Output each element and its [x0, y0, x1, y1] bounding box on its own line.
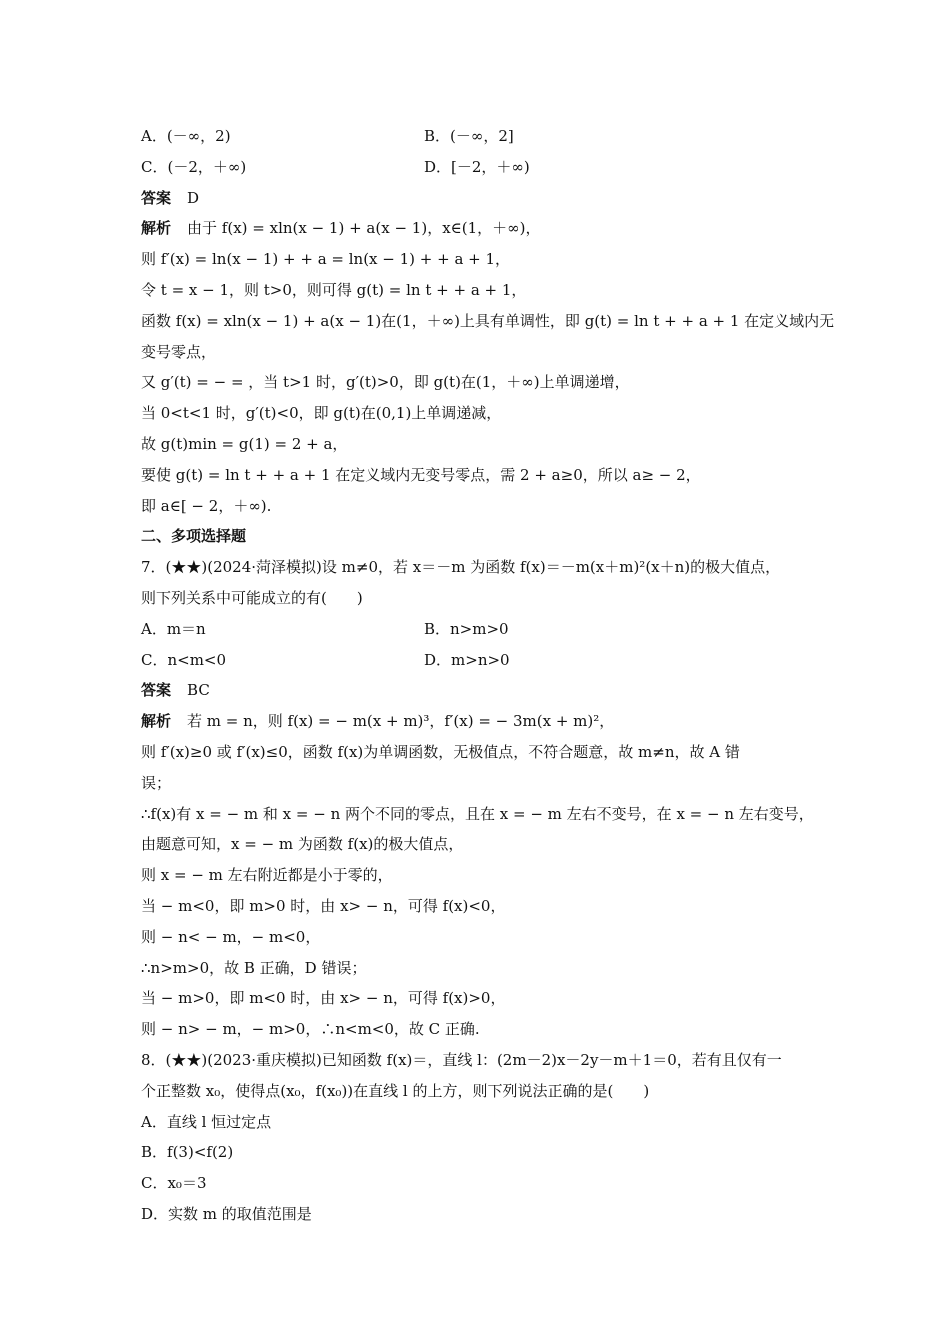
q7-answer-label: 答案	[141, 681, 172, 700]
q8-stem: 8．(★★)(2023·重庆模拟)已知函数 f(x)＝，直线 l：(2m－2)x－2y－m＋1＝0，若有且仅有一	[141, 1050, 782, 1069]
q7-solution-line: 由题意可知，x = − m 为函数 f(x)的极大值点，	[141, 835, 464, 854]
q6-solution-line: 则 f′(x) = ln(x − 1) + + a = ln(x − 1) + + a + 1，	[141, 250, 511, 269]
q7-solution-line: 则 f′(x)≥0 或 f′(x)≤0，函数 f(x)为单调函数，无极值点，不符合题意，故 m≠n，故 A 错	[141, 742, 740, 761]
q7-stem: 则下列关系中可能成立的有( )	[141, 588, 363, 607]
q6-solution-line: 令 t = x − 1，则 t>0，则可得 g(t) = ln t + + a + 1，	[141, 280, 527, 299]
q7-options-row-2	[141, 645, 811, 676]
q7-solution-label: 解析	[141, 712, 172, 731]
solution-text: 由于 f(x) = xln(x − 1) + a(x − 1)，x∈(1，＋∞)，	[187, 219, 541, 238]
q8-option-d: D．实数 m 的取值范围是	[141, 1204, 312, 1223]
q6-solution-line	[141, 213, 811, 244]
q6-solution-line: 要使 g(t) = ln t + + a + 1 在定义域内无变号零点，需 2 + a≥0，所以 a≥ − 2，	[141, 465, 701, 484]
q8-stem: 个正整数 x₀，使得点(x₀，f(x₀))在直线 l 的上方，则下列说法正确的是( )	[141, 1081, 650, 1100]
q7-solution-line: 当 − m<0，即 m>0 时，由 x> − n，可得 f(x)<0，	[141, 896, 506, 915]
q6-option-d: D．[－2，＋∞)	[424, 157, 530, 176]
q6-solution-line: 变号零点，	[141, 342, 217, 361]
q6-solution-line: 故 g(t)min = g(1) = 2 + a，	[141, 434, 348, 453]
q8-option-c: C．x₀＝3	[141, 1174, 207, 1193]
q6-solution-line: 即 a∈[ − 2，＋∞).	[141, 496, 272, 515]
q6-option-b: B．(－∞，2]	[424, 127, 514, 145]
q6-solution-label: 解析	[141, 219, 172, 238]
q7-solution-line	[141, 706, 811, 737]
q6-answer-label: 答案	[141, 188, 172, 207]
q7-option-a: A．m＝n	[141, 619, 206, 638]
q7-solution-line: ∴n>m>0，故 B 正确，D 错误；	[141, 958, 367, 977]
q8-option-b: B．f(3)<f(2)	[141, 1143, 234, 1162]
q6-answer-value: D	[187, 188, 200, 207]
q6-answer	[141, 183, 811, 214]
q7-solution-line: 则 − n< − m，− m<0，	[141, 927, 321, 946]
q7-solution-line: 则 x = − m 左右附近都是小于零的，	[141, 866, 393, 885]
document-page	[141, 121, 835, 1230]
q7-stem: 7．(★★)(2024·菏泽模拟)设 m≠0，若 x＝－m 为函数 f(x)＝－m(x＋m)²(x＋n)的极大值点，	[141, 558, 781, 577]
q7-solution-line: 误；	[141, 773, 172, 792]
q7-option-b: B．n>m>0	[424, 619, 509, 638]
q7-answer	[141, 675, 811, 706]
q6-options-row-2	[141, 152, 811, 183]
q6-solution-line: 函数 f(x) = xln(x − 1) + a(x − 1)在(1，＋∞)上具有单调性，即 g(t) = ln t + + a + 1 在定义域内无	[141, 311, 835, 330]
q6-solution-line: 又 g′(t) = − = ，当 t>1 时，g′(t)>0，即 g(t)在(1，＋∞)上单调递增，	[141, 373, 630, 392]
q7-answer-value: BC	[187, 681, 210, 700]
q7-solution-line: ∴f(x)有 x = − m 和 x = − n 两个不同的零点，且在 x = − m 左右不变号，在 x = − n 左右变号，	[141, 804, 814, 823]
q7-solution-line: 当 − m>0，即 m<0 时，由 x> − n，可得 f(x)>0，	[141, 989, 506, 1008]
q7-options-row-1	[141, 614, 811, 645]
q8-option-a: A．直线 l 恒过定点	[141, 1112, 272, 1131]
q7-option-c: C．n<m<0	[141, 650, 227, 669]
solution-text: 若 m = n，则 f(x) = − m(x + m)³，f′(x) = − 3m(x + m)²，	[187, 712, 615, 731]
q7-option-d: D．m>n>0	[424, 650, 510, 669]
q7-solution-line: 则 − n> − m，− m>0，∴n<m<0，故 C 正确.	[141, 1020, 480, 1039]
q6-solution-line: 当 0<t<1 时，g′(t)<0，即 g(t)在(0,1)上单调递减，	[141, 404, 502, 423]
q6-options-row-1	[141, 121, 811, 152]
section-heading: 二、多项选择题	[141, 527, 247, 546]
q6-option-a: A．(－∞，2)	[141, 127, 231, 145]
q6-option-c: C．(－2，＋∞)	[141, 157, 247, 176]
